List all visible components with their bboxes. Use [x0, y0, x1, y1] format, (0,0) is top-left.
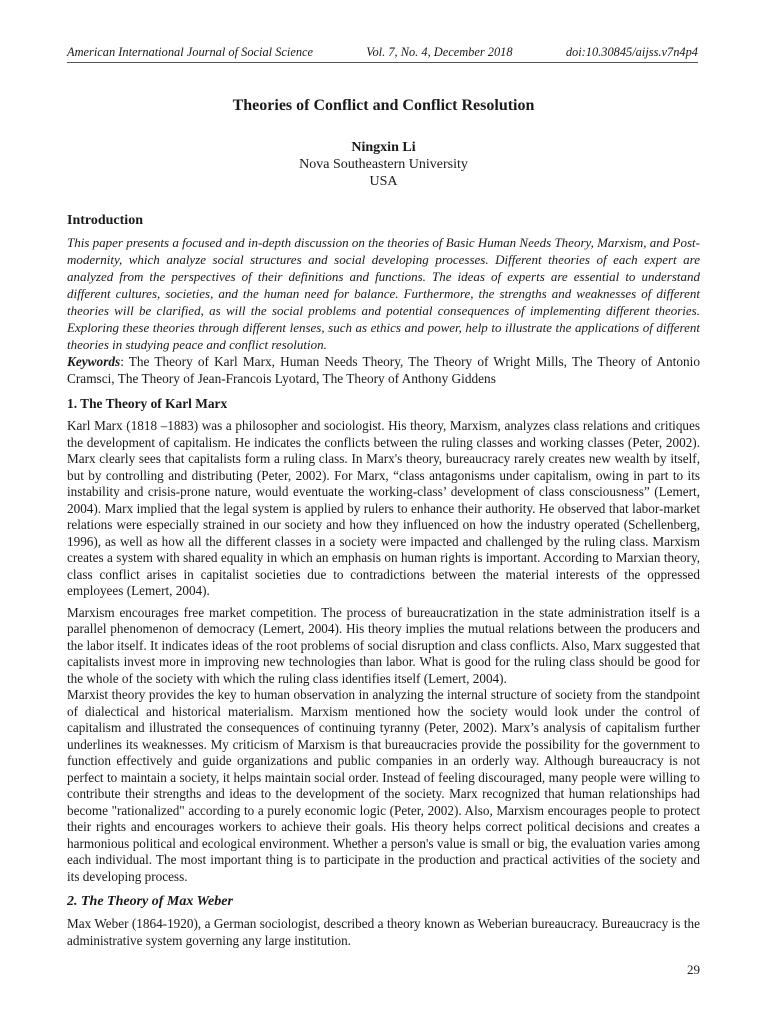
section-1-paragraph-1: Karl Marx (1818 –1883) was a philosopher and sociologist. His theory, Marxism, analyzes class relations and critiques the development of capitalism. He indicates the conflicts between the ruling classes and working classes (Peter, 2002). Marx clearly sees that capitalists form a ruling class. In Marx's theory, bureaucracy rarely creates new wealth by itself, but by controlling and distributing (Peter, 2002). For Marx, “class antagonisms under capitalism, owing in part to its instability and crisis-prone nature, would eventuate the working-class’ development of class consciousness” (Lemert, 2004). Marx implied that the legal system is applied by rulers to enhance their authority. He observed that labor-market relations were especially strained in our society and how they influenced on how the industry operated (Schellenberg, 1996), as well as how all the different classes in a society were impacted and challenged by the ruling class. Marxism creates a system with shared equality in which an emphasis on human rights is important. According to Marxian theory, class conflict arises in capitalist societies due to contradictions between the material interests of the oppressed employees (Lemert, 2004).	[67, 418, 700, 598]
abstract-text: This paper presents a focused and in-depth discussion on the theories of Basic Human Needs Theory, Marxism, and Post-modernity, which analyze social structures and social developing processes. Different theories of each expert are analyzed from the perspectives of their definitions and functions. The ideas of experts are essential to understand different cultures, societies, and the human need for balance. Furthermore, the strengths and weaknesses of different theories will be clarified, as will the social problems and potential consequences of implementing different theories. Exploring these theories through different lenses, such as ethics and power, help to illustrate the applications of different theories in studying peace and conflict resolution.	[67, 235, 700, 352]
section-1-heading: 1. The Theory of Karl Marx	[67, 396, 228, 411]
keywords-line	[67, 353, 700, 387]
author-block	[67, 139, 700, 190]
page-number: 29	[687, 962, 700, 977]
paper-body	[67, 96, 700, 954]
author-name: Ningxin Li	[351, 140, 416, 155]
author-affiliation: Nova Southeastern University	[299, 157, 468, 172]
running-header	[67, 44, 698, 63]
section-1-paragraph-3: Marxist theory provides the key to human observation in analyzing the internal structure of society from the standpoint of dialectical and historical materialism. Marxism mentioned how the society would look under the control of capitalism and illustrated the consequences of continuing tyranny (Peter, 2002). Marx’s analysis of capitalism further underlines its weaknesses. My criticism of Marxism is that bureaucracies provide the possibility for the government to function effectively and guide organizations and public companies in an orderly way. Although bureaucracy is not perfect to maintain a society, it helps maintain social order. Instead of feeling discouraged, many people were willing to contribute their strengths and ideas to the development of the society. Marx recognized that human relationships had become "rationalized" according to a purely economic logic (Peter, 2002). Also, Marxism encourages people to protect their rights and encourages workers to achieve their goals. His theory helps correct political decisions and creates a harmonious political and ecological environment. Whether a person's value is small or big, the evaluation varies among each individual. The most important thing is to participate in the production and practical activities of the society and its developing process.	[67, 687, 700, 884]
keywords-text: : The Theory of Karl Marx, Human Needs Theory, The Theory of Wright Mills, The Theory of Antonio Cramsci, The Theory of Jean-Francois Lyotard, The Theory of Anthony Giddens	[67, 354, 700, 386]
section-2-heading: 2. The Theory of Max Weber	[67, 894, 233, 909]
introduction-heading: Introduction	[67, 213, 143, 228]
section-2-paragraph-1: Max Weber (1864-1920), a German sociologist, described a theory known as Weberian bureaucracy. Bureaucracy is the administrative system governing any large institution.	[67, 916, 700, 948]
keywords-label: Keywords	[67, 354, 121, 369]
author-country: USA	[369, 174, 398, 189]
section-1-paragraph-2: Marxism encourages free market competition. The process of bureaucratization in the state administration itself is a parallel phenomenon of democracy (Lemert, 2004). His theory implies the mutual relations between the producers and the labor itself. It indicates ideas of the root problems of social disruption and class conflicts. Also, Marx suggested that capitalists invest more in improving new technologies than labor. What is good for the ruling class should be good for the whole of the society with which the ruling class identifies itself (Lemert, 2004).	[67, 604, 700, 686]
doi-link[interactable]: doi:10.30845/aijss.v7n4p4	[565, 45, 698, 59]
volume-info: Vol. 7, No. 4, December 2018	[366, 45, 513, 59]
journal-name: American International Journal of Social Science	[67, 45, 314, 59]
paper-title: Theories of Conflict and Conflict Resolution	[232, 97, 535, 114]
